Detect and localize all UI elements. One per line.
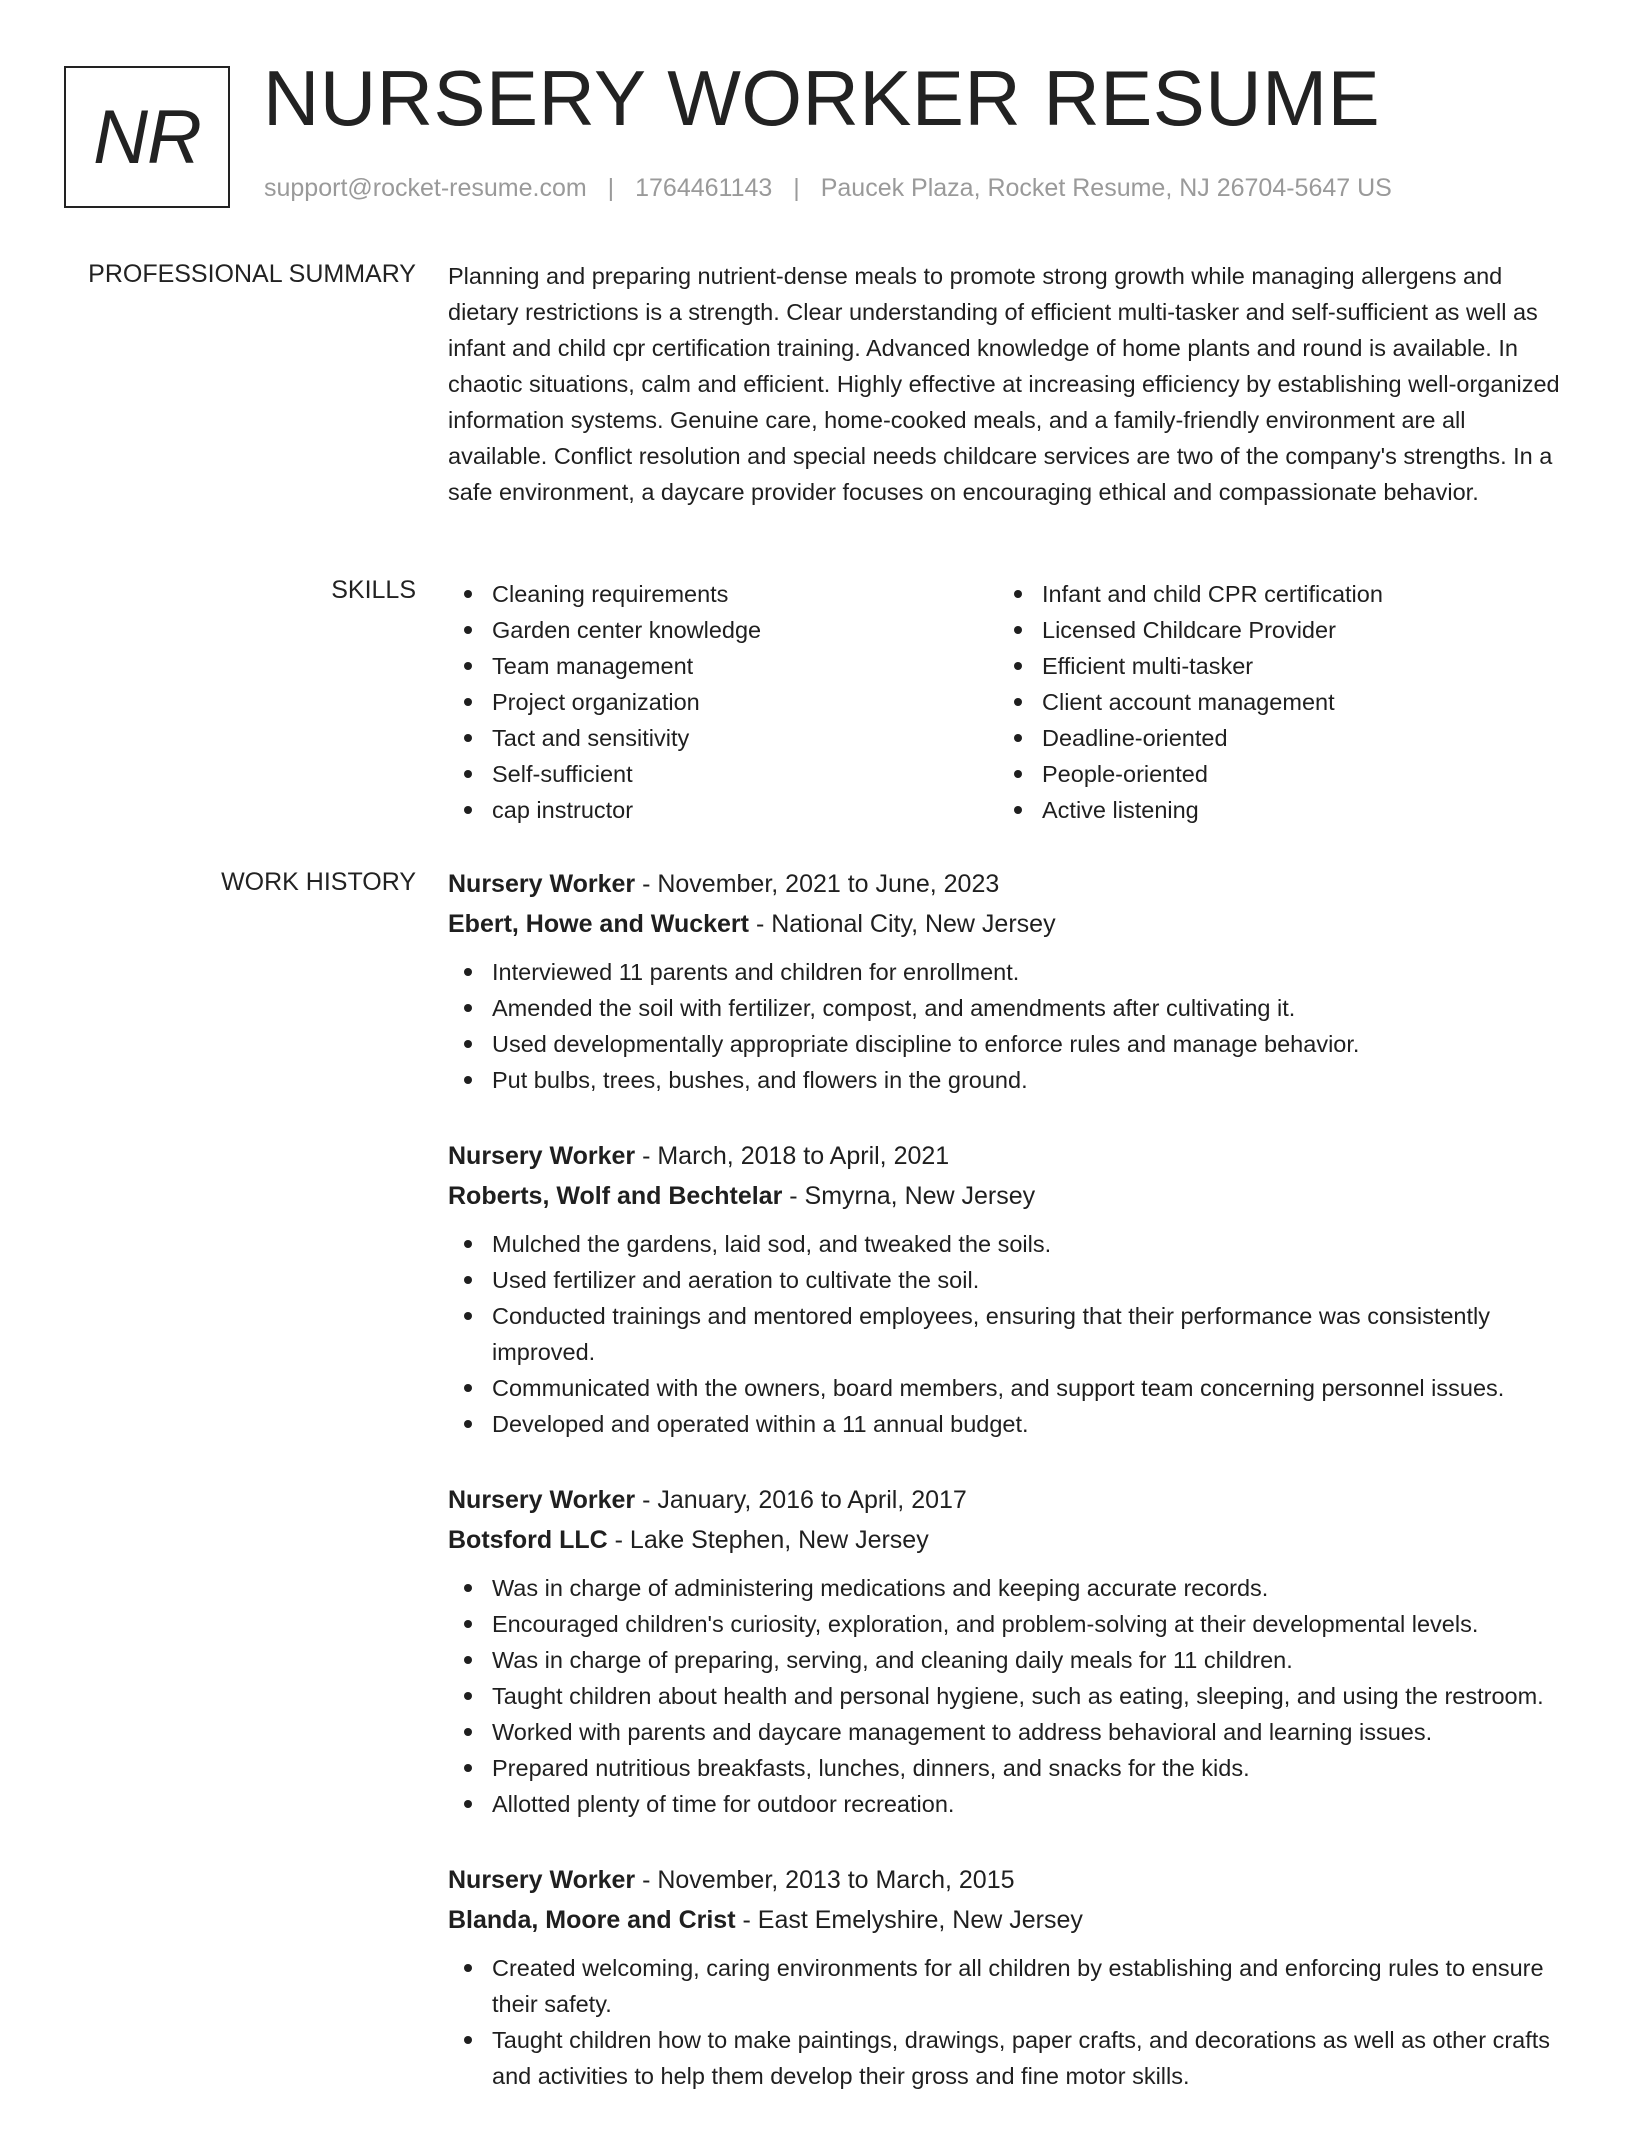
skill-item: Cleaning requirements [448, 576, 998, 612]
job-title-line [448, 1860, 1568, 1900]
job-title-line [448, 1136, 1568, 1176]
job-title: Nursery Worker [448, 870, 636, 898]
skill-item: cap instructor [448, 792, 998, 828]
job-bullet: Interviewed 11 parents and children for enrollment. [448, 954, 1568, 990]
job-entry [448, 1860, 1568, 2094]
job-dates: January, 2016 to April, 2017 [657, 1486, 967, 1514]
dash: - [635, 1142, 658, 1170]
job-dates: March, 2018 to April, 2021 [657, 1142, 950, 1170]
summary-heading: PROFESSIONAL SUMMARY [88, 260, 416, 288]
contact-phone[interactable]: 1764461143 [635, 174, 773, 202]
contact-address: Paucek Plaza, Rocket Resume, NJ 26704-5647 US [820, 174, 1392, 202]
skills-list-left [448, 576, 998, 828]
job-entry [448, 864, 1568, 1098]
dash: - [735, 1906, 758, 1934]
work-body [448, 864, 1568, 2132]
skill-item: Efficient multi-tasker [998, 648, 1548, 684]
job-entry [448, 1136, 1568, 1442]
job-location: Smyrna, New Jersey [804, 1182, 1036, 1210]
skills-body [448, 576, 1568, 828]
job-company-line [448, 1176, 1568, 1216]
job-bullet: Used fertilizer and aeration to cultivate the soil. [448, 1262, 1568, 1298]
dash: - [607, 1526, 630, 1554]
skill-item: Infant and child CPR certification [998, 576, 1548, 612]
job-bullet: Taught children how to make paintings, drawings, paper crafts, and decorations as well as other crafts and activities to help them develop their gross and fine motor skills. [448, 2022, 1568, 2094]
job-bullet: Encouraged children's curiosity, exploration, and problem-solving at their developmental levels. [448, 1606, 1568, 1642]
job-bullet: Amended the soil with fertilizer, compost, and amendments after cultivating it. [448, 990, 1568, 1026]
job-title: Nursery Worker [448, 1142, 636, 1170]
job-dates: November, 2013 to March, 2015 [657, 1866, 1015, 1894]
job-title: Nursery Worker [448, 1866, 636, 1894]
job-bullet: Was in charge of administering medications and keeping accurate records. [448, 1570, 1568, 1606]
contact-separator: | [793, 174, 800, 202]
job-bullet: Worked with parents and daycare management to address behavioral and learning issues. [448, 1714, 1568, 1750]
dash: - [782, 1182, 805, 1210]
job-bullet: Taught children about health and personal hygiene, such as eating, sleeping, and using the restroom. [448, 1678, 1568, 1714]
monogram-box [64, 66, 230, 208]
job-location: National City, New Jersey [771, 910, 1056, 938]
skills-heading: SKILLS [331, 576, 416, 604]
job-bullet: Communicated with the owners, board members, and support team concerning personnel issues. [448, 1370, 1568, 1406]
job-location: Lake Stephen, New Jersey [629, 1526, 929, 1554]
dash: - [635, 1866, 658, 1894]
job-company-line [448, 904, 1568, 944]
job-bullet: Developed and operated within a 11 annual budget. [448, 1406, 1568, 1442]
job-title-line [448, 864, 1568, 904]
job-bullet: Put bulbs, trees, bushes, and flowers in the ground. [448, 1062, 1568, 1098]
dash: - [635, 870, 658, 898]
job-bullet: Created welcoming, caring environments for all children by establishing and enforcing rules to ensure their safety. [448, 1950, 1568, 2022]
job-company: Ebert, Howe and Wuckert [448, 910, 749, 938]
skill-item: Active listening [998, 792, 1548, 828]
skill-item: Team management [448, 648, 998, 684]
job-company: Blanda, Moore and Crist [448, 1906, 736, 1934]
contact-line [264, 174, 1392, 203]
skills-list-right [998, 576, 1548, 828]
dash: - [635, 1486, 658, 1514]
job-company-line [448, 1900, 1568, 1940]
skill-item: Garden center knowledge [448, 612, 998, 648]
dash: - [749, 910, 772, 938]
job-bullet: Prepared nutritious breakfasts, lunches, dinners, and snacks for the kids. [448, 1750, 1568, 1786]
resume-title: NURSERY WORKER RESUME [263, 54, 1381, 142]
work-heading: WORK HISTORY [221, 868, 416, 896]
skill-item: Self-sufficient [448, 756, 998, 792]
skill-item: Client account management [998, 684, 1548, 720]
skill-item: People-oriented [998, 756, 1548, 792]
job-bullet: Conducted trainings and mentored employees, ensuring that their performance was consistently improved. [448, 1298, 1568, 1370]
job-bullet: Allotted plenty of time for outdoor recreation. [448, 1786, 1568, 1822]
skill-item: Licensed Childcare Provider [998, 612, 1548, 648]
job-company-line [448, 1520, 1568, 1560]
job-entry [448, 1480, 1568, 1822]
job-bullets [448, 954, 1568, 1098]
job-bullets [448, 1570, 1568, 1822]
skill-item: Tact and sensitivity [448, 720, 998, 756]
contact-separator: | [607, 174, 615, 202]
job-bullet: Used developmentally appropriate discipline to enforce rules and manage behavior. [448, 1026, 1568, 1062]
job-company: Botsford LLC [448, 1526, 608, 1554]
job-bullet: Was in charge of preparing, serving, and cleaning daily meals for 11 children. [448, 1642, 1568, 1678]
monogram-initials: NR [93, 94, 201, 180]
job-location: East Emelyshire, New Jersey [757, 1906, 1083, 1934]
job-dates: November, 2021 to June, 2023 [657, 870, 1000, 898]
job-bullets [448, 1950, 1568, 2094]
job-title: Nursery Worker [448, 1486, 636, 1514]
job-company: Roberts, Wolf and Bechtelar [448, 1182, 783, 1210]
job-bullets [448, 1226, 1568, 1442]
job-bullet: Mulched the gardens, laid sod, and tweaked the soils. [448, 1226, 1568, 1262]
skill-item: Project organization [448, 684, 998, 720]
skill-item: Deadline-oriented [998, 720, 1548, 756]
summary-text: Planning and preparing nutrient-dense meals to promote strong growth while managing allergens and dietary restrictions is a strength. Clear understanding of efficient multi-tasker and self-sufficient as well as infant and child cpr certification training. Advanced knowledge of home plants and round is available. In chaotic situations, calm and efficient. Highly effective at increasing efficiency by establishing well-organized information systems. Genuine care, home-cooked meals, and a family-friendly environment are all available. Conflict resolution and special needs childcare services are two of the company's strengths. In a safe environment, a daycare provider focuses on encouraging ethical and compassionate behavior. [448, 263, 1560, 505]
summary-body [448, 258, 1568, 510]
contact-email[interactable]: support@rocket-resume.com [264, 174, 587, 202]
job-title-line [448, 1480, 1568, 1520]
